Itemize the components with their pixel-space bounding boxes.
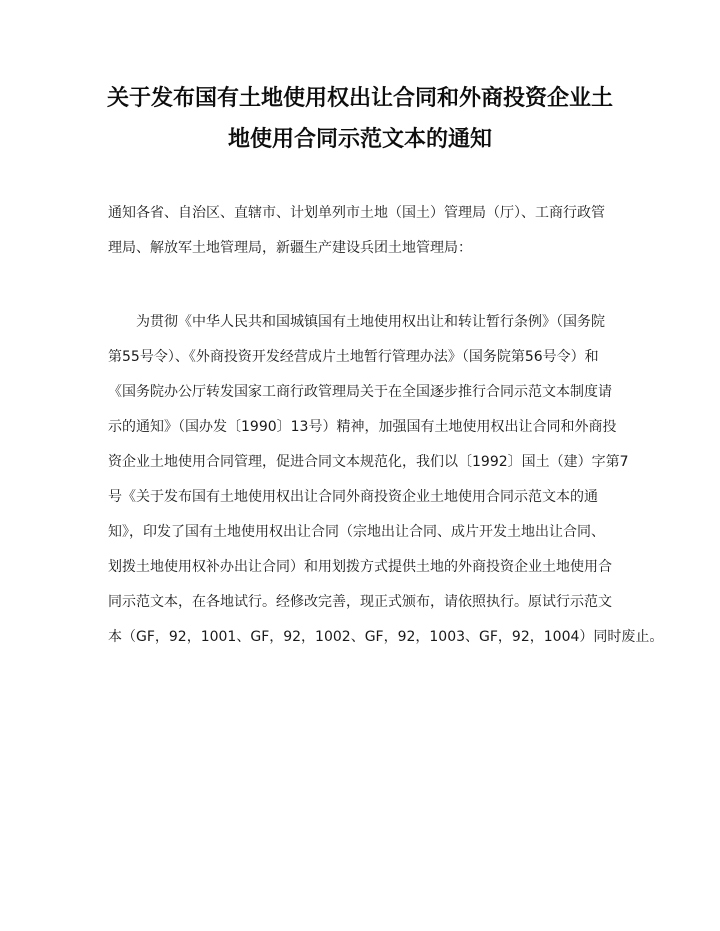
document-title — [100, 78, 620, 160]
body-line-4: 示的通知》（国办发〔1990〕13号）精神，加强国有土地使用权出让合同和外商投 — [108, 419, 617, 435]
body-line-7: 知》，印发了国有土地使用权出让合同（宗地出让合同、成片开发土地出让合同、 — [108, 524, 605, 540]
body-line-1: 为贯彻《中华人民共和国城镇国有土地使用权出让和转让暂行条例》（国务院 — [136, 314, 605, 330]
body-line-9: 同示范文本，在各地试行。经修改完善，现正式颁布，请依照执行。原试行示范文 — [108, 594, 612, 610]
title-line-2: 地使用合同示范文本的通知 — [227, 127, 492, 152]
salutation-paragraph — [108, 196, 614, 266]
body-line-8: 划拨土地使用权补办出让合同）和用划拨方式提供土地的外商投资企业土地使用合 — [108, 559, 612, 575]
salutation-line-1: 通知各省、自治区、直辖市、计划单列市土地（国土）管理局（厅）、工商行政管 — [108, 205, 605, 221]
body-line-2: 第55号令）、《外商投资开发经营成片土地暂行管理办法》（国务院第56号令）和 — [108, 349, 599, 365]
body-line-5: 资企业土地使用合同管理，促进合同文本规范化，我们以〔1992〕国土（建）字第7 — [108, 454, 629, 470]
body-line-10: 本（GF，92，1001、GF，92，1002、GF，92，1003、GF，92，1004）同时废止。 — [108, 629, 664, 645]
title-line-1: 关于发布国有土地使用权出让合同和外商投资企业土 — [106, 86, 613, 111]
body-line-6: 号《关于发布国有土地使用权出让合同外商投资企业土地使用合同示范文本的通 — [108, 489, 598, 505]
body-paragraph — [108, 305, 664, 655]
salutation-line-2: 理局、解放军土地管理局，新疆生产建设兵团土地管理局： — [108, 240, 472, 256]
body-line-3: 《国务院办公厅转发国家工商行政管理局关于在全国逐步推行合同示范文本制度请 — [108, 384, 612, 400]
